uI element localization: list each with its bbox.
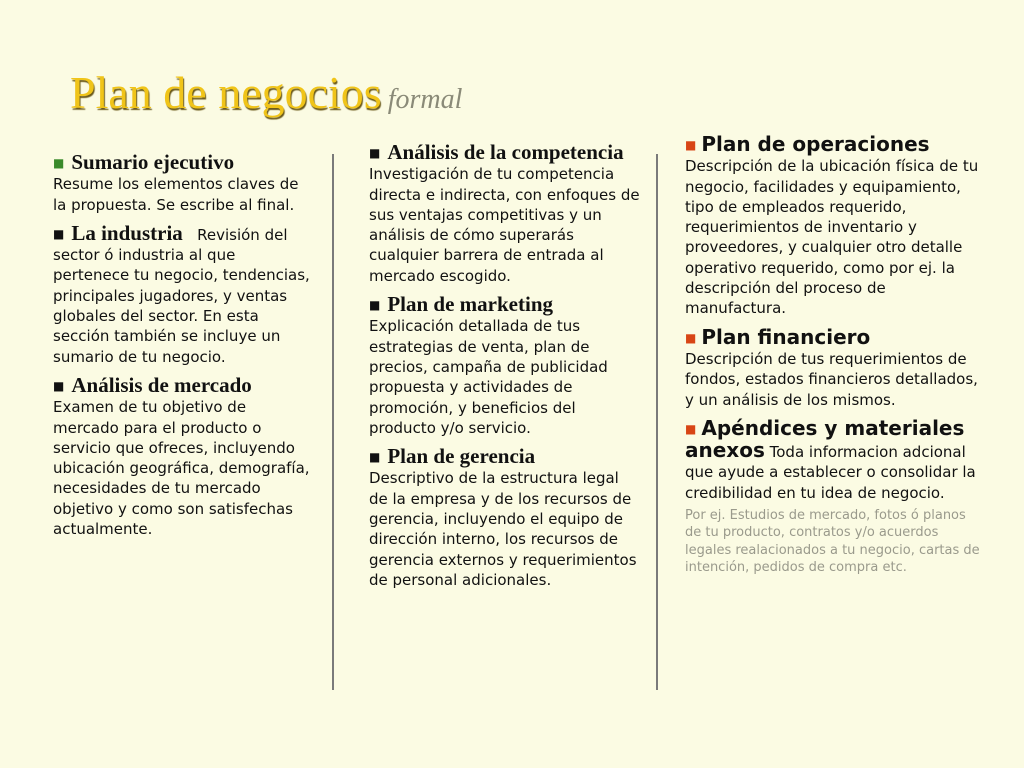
item-text: Descriptivo de la estructura legal de la empresa y de los recursos de gerencia, incluyendo el equipo de dirección interno, los recursos de gerencia externos y requerimientos de personal adicionales. [369, 469, 637, 589]
item-sumario-ejecutivo [53, 152, 315, 215]
title-main: Plan de negocios [70, 67, 382, 118]
item-text: Investigación de tu competencia directa e indirecta, con enfoques de sus ventajas competitivas y un análisis de cómo superarás cualquier barrera de entrada al mercado escogido. [369, 165, 640, 285]
item-heading: Plan financiero [701, 324, 871, 349]
item-plan-de-gerencia [369, 446, 641, 590]
square-bullet-icon: ■ [369, 146, 381, 160]
column-right [685, 134, 985, 576]
item-heading: Plan de gerencia [387, 444, 536, 469]
item-plan-de-operaciones [685, 134, 985, 319]
item-analisis-competencia [369, 142, 641, 286]
item-heading: La industria [71, 220, 183, 245]
item-heading: Análisis de la competencia [387, 140, 624, 164]
square-bullet-icon: ■ [369, 298, 381, 313]
item-la-industria [53, 220, 315, 367]
item-plan-de-marketing [369, 294, 641, 438]
square-bullet-icon: ■ [369, 450, 381, 465]
item-heading: Apéndices y materiales anexos [685, 415, 965, 463]
item-text: Toda informacion adcional que ayude a establecer o consolidar la credibilidad en tu idea de negocio. [685, 443, 976, 502]
column-middle [369, 142, 641, 598]
apendices-note: Por ej. Estudios de mercado, fotos ó planos de tu producto, contratos y/o acuerdos legales realacionados a tu negocio, cartas de intención, pedidos de compra etc. [685, 508, 980, 575]
item-heading: Sumario ejecutivo [71, 150, 235, 174]
column-divider-right [656, 154, 658, 690]
column-left [53, 152, 315, 547]
title-sub: formal [387, 84, 463, 115]
item-heading: Plan de operaciones [701, 132, 930, 156]
item-heading: Análisis de mercado [71, 372, 252, 397]
item-text: Examen de tu objetivo de mercado para el producto o servicio que ofreces, incluyendo ubicación geográfica, demografía, necesidades de tu mercado objetivo y como son satisfechas actualmente. [53, 398, 310, 539]
square-bullet-icon: ■ [685, 421, 697, 436]
item-text: Revisión del sector ó industria al que pertenece tu negocio, tendencias, principales jugadores, y ventas globales del sector. En esta sección también se incluye un sumario de tu negocio. [53, 225, 310, 366]
square-bullet-icon: ■ [53, 226, 65, 241]
item-text: Descripción de tus requerimientos de fondos, estados financieros detallados, y un análisis de los mismos. [685, 349, 978, 409]
page-title [70, 66, 462, 119]
square-bullet-icon: ■ [685, 330, 697, 345]
square-bullet-icon: ■ [685, 138, 697, 152]
square-bullet-icon: ■ [53, 378, 65, 393]
item-text: Descripción de la ubicación física de tu negocio, facilidades y equipamiento, tipo de empleados requerido, requerimientos de inventario y proveedores, y cualquier otro detalle operativo requerido, como por ej. la descripción del proceso de manufactura. [685, 157, 979, 318]
column-divider-left [332, 154, 334, 690]
item-analisis-de-mercado [53, 372, 315, 539]
item-heading: Plan de marketing [387, 292, 554, 317]
item-text: Resume los elementos claves de la propuesta. Se escribe al final. [53, 175, 299, 214]
item-plan-financiero [685, 324, 985, 410]
item-apendices [685, 415, 985, 503]
square-bullet-icon: ■ [53, 156, 65, 170]
item-text: Explicación detallada de tus estrategias de venta, plan de precios, campaña de publicidad propuesta y actividades de promoción, y beneficios del producto y/o servicio. [369, 317, 608, 437]
